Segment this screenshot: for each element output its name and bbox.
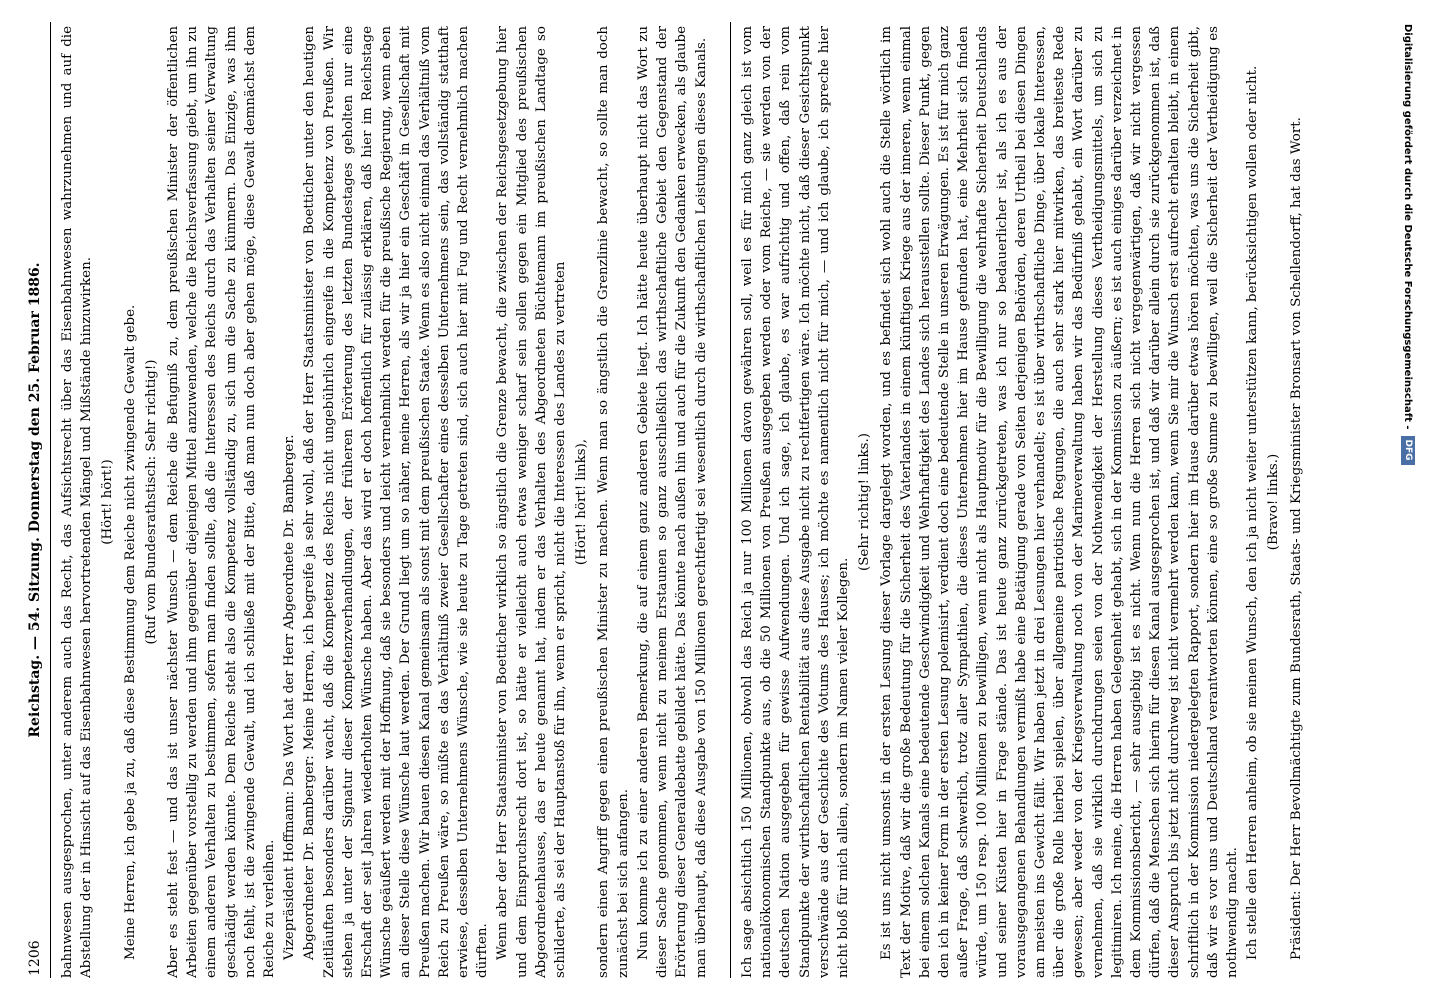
paragraph: Ich sage absichtlich 150 Millionen, obwohl das Reich ja nur 100 Millionen davon gewähren soll, weil es für mich ganz gleich ist vom nationalökonomischen Standpunkte aus, ob die 50 Millionen von Preußen ausgegeben werden oder vom Reiche, — sie werden von der deutschen Nation ausgegeben für gewisse Aufwendungen. Und ich sage, ich glaube, es war aufrichtig und offen, daß rein vom Standpunkte der wirthschaftlichen Rentabilität aus diese Ausgabe nicht zu rechtfertigen wäre. Ich möchte nicht, daß dieser Gesichtspunkt verschwände aus der Geschichte des Votums des Hauses; ich möchte es namentlich nicht für mich, — und ich glaube, ich spreche hier nicht bloß für mich allein, sondern im Namen vieler Kollegen. xyxy=(740,26,852,978)
interjection: (Bravo! links.) xyxy=(1266,453,1282,551)
rotated-text-block xyxy=(22,22,1400,978)
interjection: (Ruf vom Bundesrathstisch: Sehr richtig!) xyxy=(143,359,159,645)
paragraph: bahnwesen ausgesprochen, unter anderem auch das Recht, das Aufsichtsrecht über das Eisenbahnwesen wahrzunehmen und auf die Abstellung der in Hinsicht auf das Eisenbahnwesen hervortretenden Mängel und Mißstände hinzuwirken. xyxy=(60,26,95,978)
speaker-paragraph: Vizepräsident Hoffmann: Das Wort hat der Herr Abgeordnete Dr. Bamberger. xyxy=(282,434,298,960)
interjection: (Sehr richtig! links.) xyxy=(857,433,873,571)
text-column-left xyxy=(58,26,718,978)
text-column-right xyxy=(738,26,1398,978)
speaker-paragraph: Präsident: Der Herr Bevollmächtigte zum Bundesrath, Staats- und Kriegsminister Bronsart von Schellendorff, hat das Wort. xyxy=(1288,117,1304,960)
column-divider xyxy=(730,22,731,978)
interjection: (Hört! hört!) xyxy=(100,459,116,545)
page-header xyxy=(22,22,48,978)
paragraph: Nun komme ich zu einer anderen Bemerkung, die auf einem ganz anderen Gebiete liegt. Ich hätte heute überhaupt nicht das Wort zu dieser Sache genommen, wenn nicht zu meinem Erstaunen so ganz ausschließlich das wirthschaftliche Gebiet den Gegenstand der Erörterung dieser Generaldebatte gebildet hätte. Das könnte nach außen hin und auch für die Zukunft den Gedanken erwecken, als glaube man überhaupt, daß diese Ausgabe von 150 Millionen gerechtfertigt sei wesentlich durch die wirthschaftlichen Leistungen dieses Kanals. xyxy=(635,26,709,978)
paragraph: Wenn aber der Herr Staatsminister von Boetticher wirklich so ängstlich die Grenze bewacht, die zwischen der Reichsgesetzgebung hier und dem Einspruchsrecht dort ist, so hätte er vielleicht auch etwas weniger scharf sein sollen gegen ein Mitglied des preußischen Abgeordnetenhauses, das er heute genannt hat, indem er das Verhalten des Abgeordneten Büchtemann im preußischen Landtage so schilderte, als sei der Hauptanstoß für ihn, wenn er spricht, nicht die Interessen des Landes zu vertreten xyxy=(495,26,569,978)
paragraph: sondern einen Angriff gegen einen preußischen Minister zu machen. Wenn man so ängstlich die Grenzlinie bewacht, so sollte man doch zunächst bei sich anfangen. xyxy=(596,26,631,978)
dfg-logo-icon: DFG xyxy=(1401,436,1415,465)
paragraph: Ich stelle den Herren anheim, ob sie meinen Wunsch, den ich ja nicht weiter unterstützen kann, berücksichtigen wollen oder nicht. xyxy=(1245,65,1261,960)
interjection: (Hört! hört! links), xyxy=(574,438,590,566)
paragraph: Aber es steht fest — und das ist unser nächster Wunsch — dem Reiche die Befugniß zu, dem preußischen Minister der öffentlichen Arbeiten gegenüber vorstellig zu werden und ihm gegenüber diejenigen Mittel anzuwenden, welche die Reichsverfassung giebt, um ihn zu einem anderen Verhalten zu bestimmen, sofern man finden sollte, daß die Interessen des Reichs durch das Verhalten seiner Verwaltung geschädigt werden könnte. Dem Reiche steht also die Kompetenz vollständig zu, sich um die Sache zu kümmern. Das Einzige, was ihm noch fehlt, ist die zwingende Gewalt, und ich schließe mit der Bitte, daß man nun doch aber gehen möge, diese Gewalt demnächst dem Reiche zu verleihen. xyxy=(166,26,278,978)
page-number: 1206 xyxy=(27,940,43,976)
watermark-text xyxy=(1392,24,1422,984)
paragraph: Es ist uns nicht umsonst in der ersten Lesung dieser Vorlage dargelegt worden, und es befindet sich wohl auch die Stelle wörtlich im Text der Motive, daß wir die große Bedeutung für die Sicherheit des Vaterlandes in einem künftigen Kriege aus der inneren, wenn einmal bei einem solchen Kanals eine bedeutende Geschwindigkeit und Wehrhaftigkeit des Landes sich herausstellen sollte. Dieser Punkt, gegen den ich in keiner Form in der ersten Lesung polemisirt, verdient doch eine bedeutende Stelle in unseren Erwägungen. Es ist für mich ganz außer Frage, daß schwerlich, trotz aller Sympathien, die dieses Unternehmen hier im Hause gefunden hat, eine Mehrheit sich finden würde, um 150 resp. 100 Millionen zu bewilligen, wenn nicht als Hauptmotiv für die Bewilligung die wehrhafte Sicherheit Deutschlands und seiner Küsten hier in Frage stände. Das ist heute ganz zurückgetreten, was ich nur so bedauerlicher ist, als ich es aus der vorausgegangenen Behandlungen vermißt habe eine Betätigung gerade von Seiten derjenigen Behörden, deren Urtheil bei diesen Dingen am meisten ins Gewicht fällt. Wir haben jetzt in drei Lesungen hier verhandelt; es ist über wirthschaftliche Dinge, über lokale Interessen, über die große Rolle hierbei spielen, über allgemeine patriotische Regungen, die auch sehr stark hier mitwirken, das breiteste Rede gewesen; aber weder von der Kriegsverwaltung noch von der Marineverwaltung haben wir das Bedürfniß gehabt, ein Wort darüber zu vernehmen, daß sie wirklich durchdrungen seien von der Nothwendigkeit der Herstellung dieses Vertheidigungsmittels, um sich zu legitimiren. Ich meine, die Herren haben Gelegenheit gehabt, sich in der Kommission zu äußern; es ist auch einiges darüber verzeichnet in dem Kommissionsbericht, — sehr ausgiebig ist es nicht. Wenn nun die Herren sich nicht vergegenwärtigen, daß wir nicht vergessen dürfen, daß die Menschen sich hierin für diesen Kanal ausgesprochen ist, und daß wir darüber allein durch sie zurückgenommen ist, daß dieser Anspruch bis jetzt nicht durchweg ist nicht vermehrt werden kann, wenn Sie mir die Wunsch erst aufrecht erhalten bleibt, in einem schriftlich in der Kommission niedergelegten Rapport, sondern hier im Hause darüber etwas hören möchten, was uns die Sicherheit gibt, daß wir es vor uns und Deutschland verantworten können, eine so große Summe zu bewilligen, weil die Sicherheit der Vertheidigung es nothwendig macht. xyxy=(879,26,1241,978)
paragraph: Meine Herren, ich gebe ja zu, daß diese Bestimmung dem Reiche nicht zwingende Gewalt gebe. xyxy=(122,304,138,960)
watermark-label: Digitalisierung gefördert durch die Deutsche Forschungsgemeinschaft - xyxy=(1402,24,1413,430)
running-head: Reichstag. — 54. Sitzung. Donnerstag den 25. Februar 1886. xyxy=(27,262,43,738)
speaker-paragraph: Abgeordneter Dr. Bamberger: Meine Herren, ich begreife ja sehr wohl, daß der Herr Staatsminister von Boetticher unter den heutigen Zeitläuften besonders darüber wacht, daß die Kompetenz des Reichs nicht ungebührlich eingreife in die Kompetenz von Preußen. Wir stehen ja unter der Signatur dieser Kompetenzverhandlungen, der früheren Erörterung des letzten Bundestages geholten nur eine Erschaft der seit Jahren wiederholten Wünsche haben. Aber das wird er doch hoffentlich für zulässig erklären, daß hier im Reichstage Wünsche geäußert werden mit der Hoffnung, daß sie besonders und leicht vernehmlich werden für die preußische Regierung, wenn eben an dieser Stelle diese Wünsche laut werden. Der Grund liegt um so näher, meine Herren, als wir ja hier ein Geschäft in Gesellschaft mit Preußen machen. Wir bauen diesen Kanal gemeinsam als sonst mit dem preußischen Staate. Wenn es also nicht einmal das Verhältniß vom Reich zu Preußen wäre, so müßte es das Verhältniß zweier Gesellschafter eines desselben Unternehmens sein, das vollständig statthaft erwiese, desselben Unternehmens Wünsche, wie sie heute zu Tage getreten sind, sich auch hier mit Fug und Recht vernehmlich machen dürften. xyxy=(302,26,491,978)
header-rule xyxy=(50,22,51,978)
digitization-watermark xyxy=(1392,24,1422,984)
